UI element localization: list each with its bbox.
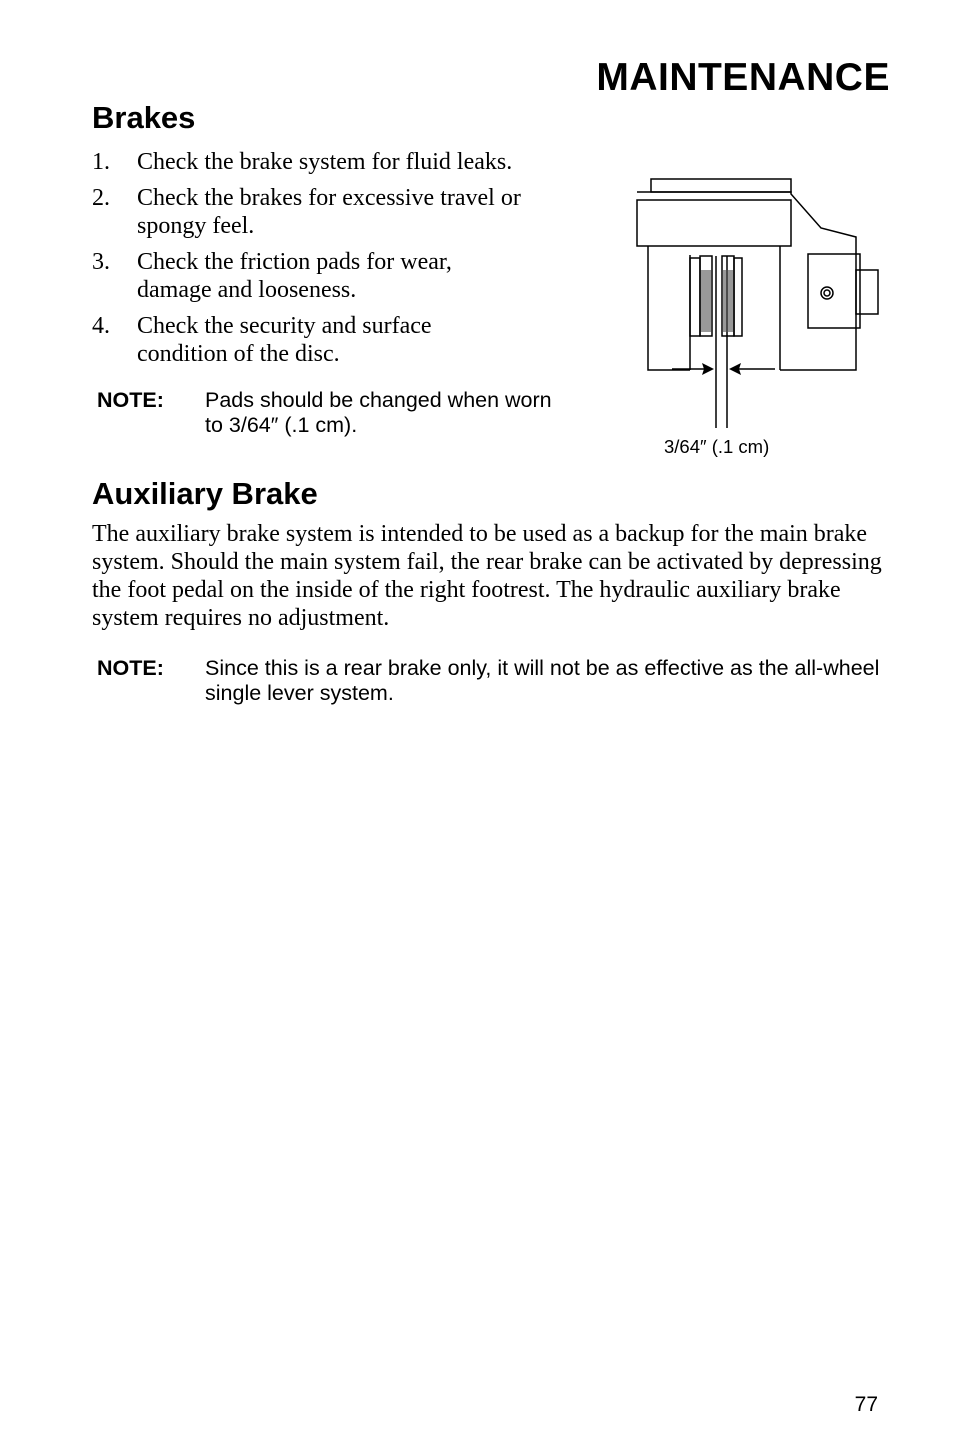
brakes-heading: Brakes — [92, 100, 196, 135]
list-item — [92, 148, 602, 176]
pad-thickness-dimension-label: 3/64″ (.1 cm) — [664, 436, 770, 457]
pad-wear-note — [97, 388, 567, 438]
step-text: Check the security and surface condition of the disc. — [137, 313, 432, 367]
auxiliary-brake-note — [97, 656, 887, 706]
step-text: Check the friction pads for wear, damage and looseness. — [137, 249, 452, 303]
step-number: 3. — [92, 249, 110, 275]
note-label: NOTE: — [97, 656, 164, 680]
step-text: Check the brake system for fluid leaks. — [137, 149, 513, 175]
brake-caliper-figure — [630, 170, 890, 470]
auxiliary-brake-heading: Auxiliary Brake — [92, 476, 318, 511]
step-text: Check the brakes for excessive travel or spongy feel. — [137, 185, 521, 239]
section-title: MAINTENANCE — [596, 56, 890, 99]
note-text: Pads should be changed when worn to 3/64″ (.1 cm). — [205, 388, 552, 437]
step-number: 2. — [92, 185, 110, 211]
page-number: 77 — [854, 1393, 878, 1416]
step-number: 4. — [92, 313, 110, 339]
step-number: 1. — [92, 149, 110, 175]
auxiliary-brake-paragraph: The auxiliary brake system is intended to be used as a backup for the main brake system. Should the main system fail, the rear brake can be activated by depressing the foot pedal on the inside of the right footrest. The hydraulic auxiliary brake system requires no adjustment. — [92, 521, 882, 631]
brake-check-steps — [92, 148, 602, 376]
list-item — [92, 248, 602, 304]
caliper-illustration — [630, 170, 890, 470]
list-item — [92, 184, 602, 240]
note-label: NOTE: — [97, 388, 164, 412]
list-item — [92, 312, 602, 368]
note-text: Since this is a rear brake only, it will not be as effective as the all-wheel single lever system. — [205, 656, 880, 705]
